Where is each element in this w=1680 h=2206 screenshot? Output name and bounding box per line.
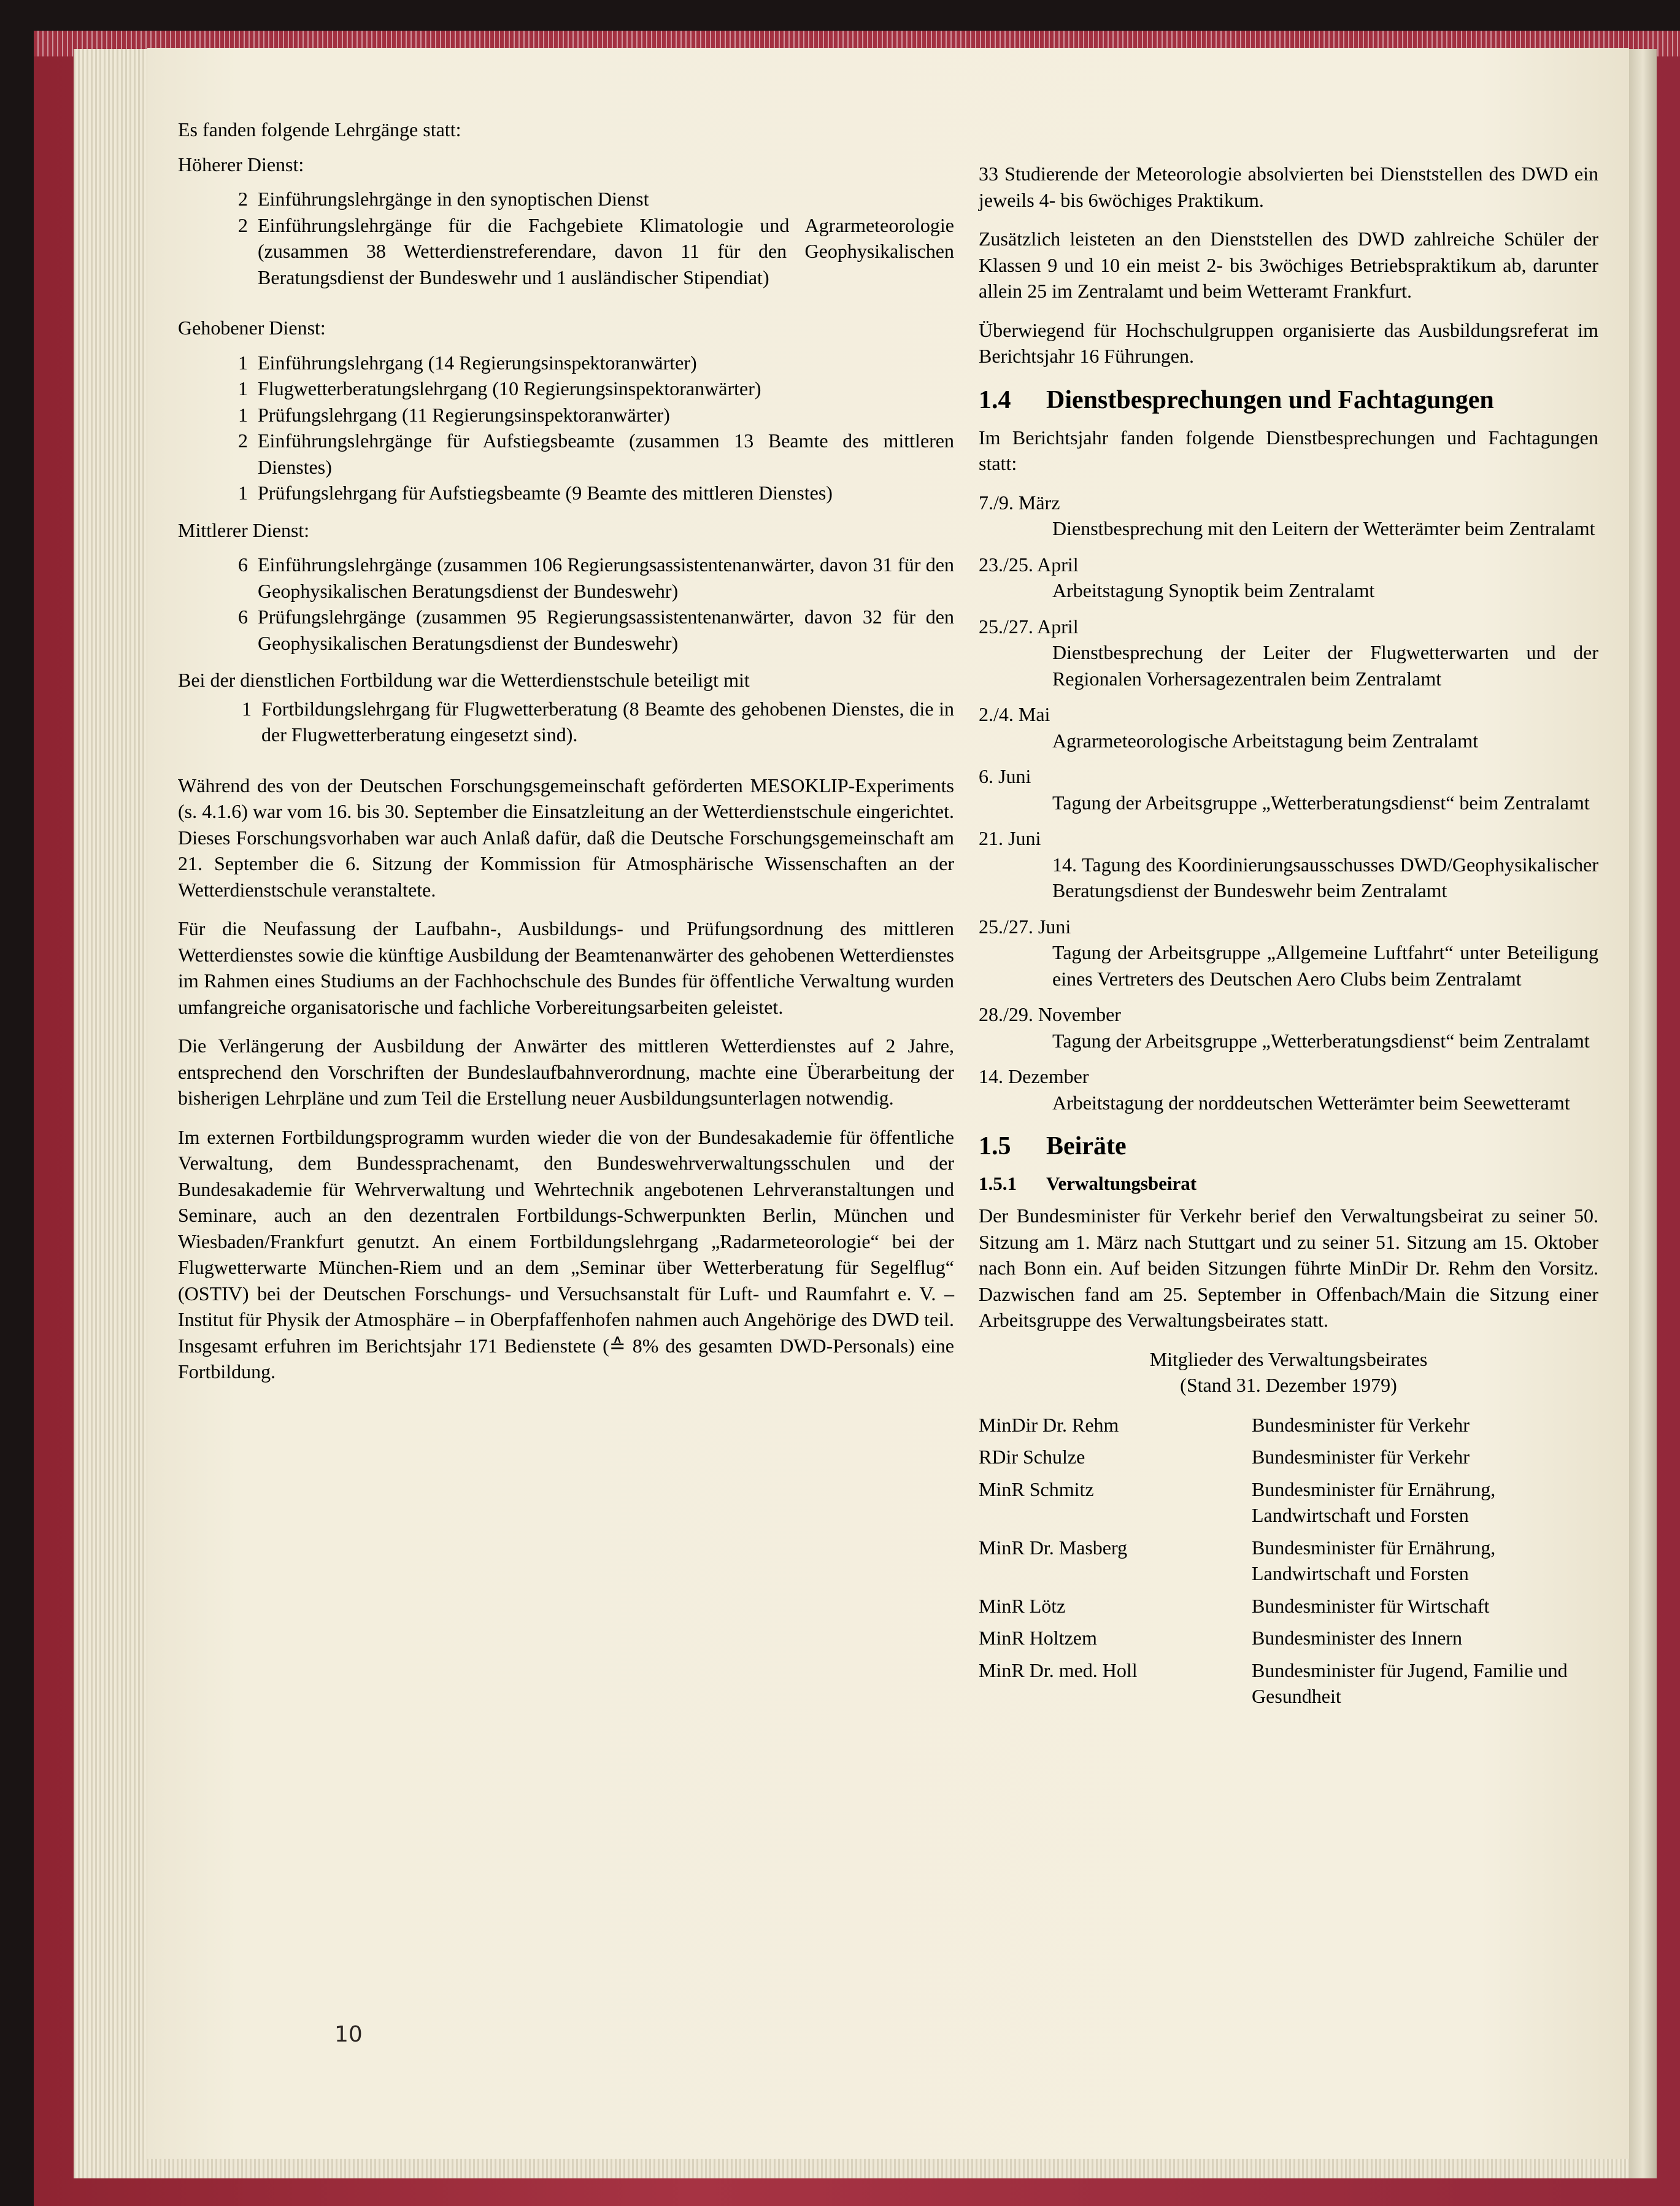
gutter-strip (1629, 49, 1657, 2178)
paragraph-fuehrungen: Überwiegend für Hochschulgruppen organisierte das Ausbildungsreferat im Berichtsjahr 16 Führungen. (979, 318, 1598, 367)
member-org: Bundesminister für Verkehr (1252, 1446, 1470, 1468)
paragraph-fortbildungsprogramm: Im externen Fortbildungsprogramm wurden wieder die von der Bundesakademie für öffentliche Verwaltung, dem Bundessprachenamt, den Bundeswehrverwaltungsschulen und der Bundesakademie für Wehrverwaltung und Wehrtechnik angebotenen Lehrveranstaltungen und Seminare, auch an den dezentralen Fortbildungs-Schwerpunkten Berlin, München und Wiesbaden/Frankfurt genutzt. An einem Fortbildungslehrgang „Radarmeteorologie“ bei der Flugwetterwarte München-Riem und an dem „Seminar über Wetterberatung für Segelflug“ (OSTIV) bei der Deutschen Forschungs- und Versuchsanstalt für Luft- und Raumfahrt e. V. – Institut für Physik der Atmosphäre – in Oberpfaffenhofen nahmen auch Angehörige des DWD teil. Insgesamt erfuhren im Berichtsjahr 171 Bedienstete (≙ 8% des gesamten DWD-Personals) eine Fortbildung. (178, 1125, 954, 1383)
fortbildung-list (225, 696, 954, 748)
gehobener-dienst-label: Gehobener Dienst: (178, 317, 326, 339)
event-text: Arbeitstagung der norddeutschen Wetterämter beim Seewetteramt (1052, 1091, 1570, 1114)
table-row (979, 1476, 1598, 1529)
item-text: Einführungslehrgänge (zusammen 106 Regierungsassistentenanwärter, davon 31 für den Geophysikalischen Beratungsdienst der Bundeswehr) (258, 553, 954, 602)
section-heading-1-5 (979, 1130, 1598, 1162)
member-name: MinR Dr. med. Holl (979, 1659, 1138, 1681)
event-item (979, 490, 1598, 542)
item-text: Prüfungslehrgang für Aufstiegsbeamte (9 Beamte des mittleren Dienstes) (258, 482, 833, 504)
event-date: 25./27. Juni (979, 915, 1071, 938)
item-count: 1 (238, 482, 248, 504)
item-count: 6 (238, 553, 248, 576)
item-count: 1 (242, 697, 252, 720)
mittlerer-dienst-group (178, 517, 954, 657)
section-heading-1-4 (979, 384, 1598, 416)
member-org: Bundesminister für Ernährung, Landwirtschaft und Forsten (1252, 1536, 1496, 1584)
section-number: 1.5 (979, 1132, 1011, 1160)
event-date: 6. Juni (979, 765, 1031, 787)
event-text: Arbeitstagung Synoptik beim Zentralamt (1052, 579, 1375, 601)
members-title (979, 1346, 1598, 1398)
section-title: Verwaltungsbeirat (1046, 1173, 1197, 1194)
table-row (979, 1625, 1598, 1651)
list-item (221, 376, 954, 402)
events-list (979, 490, 1598, 1116)
member-name: MinR Lötz (979, 1594, 1066, 1617)
item-text: Einführungslehrgang (14 Regierungsinspektoranwärter) (258, 351, 697, 374)
event-date: 28./29. November (979, 1003, 1121, 1025)
event-text: Tagung der Arbeitsgruppe „Wetterberatungsdienst“ beim Zentralamt (1052, 1029, 1590, 1052)
member-name: MinDir Dr. Rehm (979, 1413, 1119, 1436)
fortbildung-group (178, 667, 954, 748)
paragraph-studierende: 33 Studierende der Meteorologie absolvierten bei Dienststellen des DWD ein jeweils 4- bis 6wöchiges Praktikum. (979, 163, 1598, 211)
hoeherer-dienst-label: Höherer Dienst: (178, 153, 304, 175)
item-count: 2 (238, 188, 248, 210)
event-item (979, 1063, 1598, 1116)
item-count: 2 (238, 430, 248, 452)
item-text: Prüfungslehrgang (11 Regierungsinspektoranwärter) (258, 403, 670, 426)
section-title: Beiräte (1046, 1132, 1127, 1160)
event-item (979, 701, 1598, 754)
event-text: Dienstbesprechung der Leiter der Flugwetterwarten und der Regionalen Vorhersagezentralen beim Zentralamt (1052, 641, 1598, 690)
event-text: 14. Tagung des Koordinierungsausschusses DWD/Geophysikalischer Beratungsdienst der Bundeswehr beim Zentralamt (1052, 853, 1598, 901)
member-org: Bundesminister für Verkehr (1252, 1413, 1470, 1436)
event-date: 23./25. April (979, 553, 1079, 576)
item-count: 1 (238, 403, 248, 426)
list-item (221, 350, 954, 376)
event-item (979, 552, 1598, 604)
intro-text: Es fanden folgende Lehrgänge statt: (178, 118, 461, 141)
list-item (225, 696, 954, 748)
mittlerer-dienst-label: Mittlerer Dienst: (178, 519, 310, 541)
event-date: 21. Juni (979, 827, 1041, 849)
list-item (221, 186, 954, 212)
left-column (178, 117, 954, 1398)
table-row (979, 1535, 1598, 1587)
item-text: Flugwetterberatungslehrgang (10 Regierungsinspektoranwärter) (258, 377, 761, 399)
member-org: Bundesminister für Jugend, Familie und Gesundheit (1252, 1659, 1568, 1707)
list-item (221, 552, 954, 604)
members-title-line-1: Mitglieder des Verwaltungsbeirates (1149, 1348, 1428, 1370)
event-item (979, 1001, 1598, 1054)
paragraph-mesoklip: Während des von der Deutschen Forschungsgemeinschaft geförderten MESOKLIP-Experiments (s. 4.1.6) war vom 16. bis 30. September die Einsatzleitung an der Wetterdienstschule eingerichtet. Dieses Forschungsvorhaben war auch Anlaß dafür, daß die Deutsche Forschungsgemeinschaft am 21. September die 6. Sitzung der Kommission für Atmosphärische Wissenschaften an der Wetterdienstschule veranstaltete. (178, 774, 954, 901)
event-date: 14. Dezember (979, 1065, 1089, 1087)
members-table (979, 1412, 1598, 1710)
list-item (221, 604, 954, 656)
item-count: 2 (238, 214, 248, 236)
hoeherer-dienst-group (178, 152, 954, 291)
section-1-4-intro: Im Berichtsjahr fanden folgende Dienstbesprechungen und Fachtagungen statt: (979, 426, 1598, 474)
paragraph-neufassung: Für die Neufassung der Laufbahn-, Ausbildungs- und Prüfungsordnung des mittleren Wetterdienstes sowie die künftige Ausbildung der Beamtenanwärter des gehobenen Wetterdienstes im Rahmen eines Studiums an der Fachhochschule des Bundes für öffentliche Verwaltung wurden umfangreiche organisatorische und fachliche Vorbereitungsarbeiten geleistet. (178, 917, 954, 1018)
event-date: 7./9. März (979, 491, 1060, 514)
item-text: Einführungslehrgänge für die Fachgebiete Klimatologie und Agrarmeteorologie (zusammen 38 Wetterdienstreferendare, davon 11 für den Geophysikalischen Beratungsdienst der Bundeswehr und 1 ausländischer Stipendiat) (258, 214, 954, 288)
table-row (979, 1593, 1598, 1619)
mittlerer-dienst-list (221, 552, 954, 656)
event-item (979, 914, 1598, 992)
list-item (221, 402, 954, 428)
list-item (221, 212, 954, 291)
list-item (221, 428, 954, 480)
hoeherer-dienst-list (221, 186, 954, 290)
item-text: Einführungslehrgänge in den synoptischen Dienst (258, 188, 649, 210)
section-number: 1.5.1 (979, 1173, 1017, 1194)
section-number: 1.4 (979, 385, 1011, 414)
table-row (979, 1412, 1598, 1438)
member-org: Bundesminister des Innern (1252, 1627, 1463, 1649)
section-heading-1-5-1 (979, 1171, 1598, 1197)
right-column (979, 161, 1598, 1716)
paragraph-schueler: Zusätzlich leisteten an den Dienststellen des DWD zahlreiche Schüler der Klassen 9 und 10 ein meist 2- bis 3wöchiges Betriebspraktikum ab, darunter allein 25 im Zentralamt und beim Wetteramt Frankfurt. (979, 228, 1598, 302)
member-name: MinR Dr. Masberg (979, 1536, 1128, 1559)
item-text: Prüfungslehrgänge (zusammen 95 Regierungsassistentenanwärter, davon 32 für den Geophysikalischen Beratungsdienst der Bundeswehr) (258, 606, 954, 654)
event-text: Tagung der Arbeitsgruppe „Allgemeine Luftfahrt“ unter Beteiligung eines Vertreters des Deutschen Aero Clubs beim Zentralamt (1052, 941, 1598, 990)
list-item (221, 480, 954, 506)
item-text: Einführungslehrgänge für Aufstiegsbeamte (zusammen 13 Beamte des mittleren Dienstes) (258, 430, 954, 478)
item-count: 6 (238, 606, 248, 628)
section-1-5-1-text: Der Bundesminister für Verkehr berief den Verwaltungsbeirat zu seiner 50. Sitzung am 1. März nach Stuttgart und zu seiner 51. Sitzung am 15. Oktober nach Bonn ein. Auf beiden Sitzungen führte MinDir Dr. Rehm den Vorsitz. Dazwischen fand am 25. September in Offenbach/Main die Sitzung einer Arbeitsgruppe des Verwaltungsbeirates statt. (979, 1205, 1598, 1331)
section-title: Dienstbesprechungen und Fachtagungen (1046, 385, 1494, 414)
item-count: 1 (238, 351, 248, 374)
item-count: 1 (238, 377, 248, 399)
member-name: MinR Holtzem (979, 1627, 1097, 1649)
event-item (979, 614, 1598, 692)
gehobener-dienst-list (221, 350, 954, 506)
event-date: 25./27. April (979, 615, 1079, 638)
member-name: MinR Schmitz (979, 1478, 1094, 1500)
gehobener-dienst-group (178, 315, 954, 506)
member-org: Bundesminister für Ernährung, Landwirtschaft und Forsten (1252, 1478, 1496, 1526)
members-title-line-2: (Stand 31. Dezember 1979) (1180, 1374, 1397, 1396)
page-number: 10 (334, 2022, 363, 2047)
event-text: Dienstbesprechung mit den Leitern der Wetterämter beim Zentralamt (1052, 517, 1595, 539)
member-name: RDir Schulze (979, 1446, 1085, 1468)
event-date: 2./4. Mai (979, 703, 1050, 725)
table-row (979, 1657, 1598, 1710)
event-text: Tagung der Arbeitsgruppe „Wetterberatungsdienst“ beim Zentralamt (1052, 791, 1590, 814)
paragraph-verlaengerung: Die Verlängerung der Ausbildung der Anwärter des mittleren Wetterdienstes auf 2 Jahre, entsprechend den Vorschriften der Bundeslaufbahnverordnung, machte eine Überarbeitung der bisherigen Lehrpläne und zum Teil die Erstellung neuer Ausbildungsunterlagen notwendig. (178, 1035, 954, 1109)
table-row (979, 1444, 1598, 1470)
event-text: Agrarmeteorologische Arbeitstagung beim Zentralamt (1052, 729, 1478, 752)
event-item (979, 825, 1598, 904)
fortbildung-label: Bei der dienstlichen Fortbildung war die Wetterdienstschule beteiligt mit (178, 669, 750, 691)
event-item (979, 763, 1598, 816)
member-org: Bundesminister für Wirtschaft (1252, 1594, 1490, 1617)
item-text: Fortbildungslehrgang für Flugwetterberatung (8 Beamte des gehobenen Dienstes, die in der Flugwetterberatung eingesetzt sind). (261, 697, 954, 746)
